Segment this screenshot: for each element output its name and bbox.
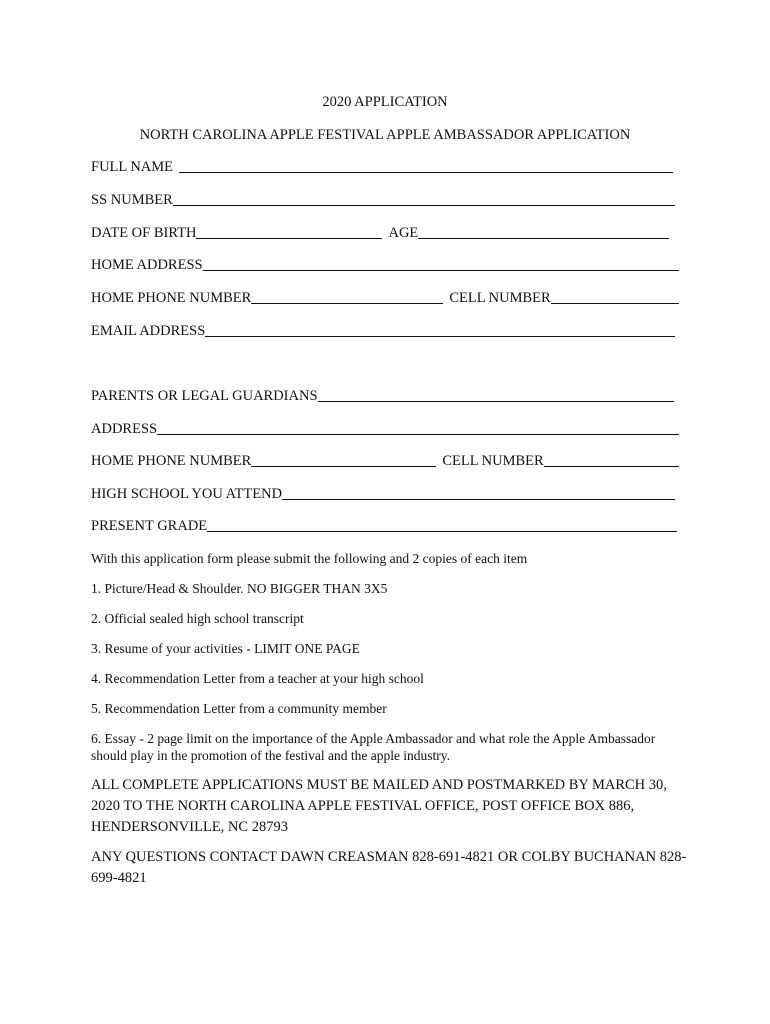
- instructions-intro: With this application form please submit the following and 2 copies of each item: [91, 551, 528, 566]
- contact-note: ANY QUESTIONS CONTACT DAWN CREASMAN 828-691-4821 OR COLBY BUCHANAN 828-699-4821: [91, 849, 687, 886]
- cell-number-field[interactable]: [551, 290, 679, 304]
- guardian-phone-row: [91, 450, 679, 470]
- high-school-label: HIGH SCHOOL YOU ATTEND: [91, 486, 283, 502]
- parents-label: PARENTS OR LEGAL GUARDIANS: [91, 388, 318, 404]
- guardian-address-label: ADDRESS: [91, 421, 158, 437]
- age-label: AGE: [388, 225, 419, 241]
- dob-field[interactable]: [196, 225, 382, 239]
- full-name-field[interactable]: [179, 159, 673, 173]
- year-title: 2020 APPLICATION: [322, 94, 448, 110]
- parents-field[interactable]: [318, 388, 674, 402]
- email-label: EMAIL ADDRESS: [91, 323, 206, 339]
- form-title: NORTH CAROLINA APPLE FESTIVAL APPLE AMBASSADOR APPLICATION: [139, 127, 631, 143]
- home-address-field[interactable]: [203, 257, 679, 271]
- ss-number-field[interactable]: [173, 192, 675, 206]
- parents-row: [91, 385, 679, 405]
- high-school-row: [91, 483, 679, 503]
- guardian-cell-label: CELL NUMBER: [442, 453, 544, 469]
- list-item: 6. Essay - 2 page limit on the importance of the Apple Ambassador and what role the Apple Ambassador should play in the promotion of the festival and the apple industry.: [91, 731, 656, 763]
- guardian-cell-field[interactable]: [544, 453, 679, 467]
- guardian-address-row: [91, 418, 679, 438]
- list-item: 1. Picture/Head & Shoulder. NO BIGGER THAN 3X5: [91, 581, 388, 596]
- guardian-home-phone-label: HOME PHONE NUMBER: [91, 453, 252, 469]
- ss-number-label: SS NUMBER: [91, 192, 173, 208]
- age-field[interactable]: [418, 225, 669, 239]
- present-grade-label: PRESENT GRADE: [91, 518, 208, 534]
- mailing-note: ALL COMPLETE APPLICATIONS MUST BE MAILED AND POSTMARKED BY MARCH 30, 2020 TO THE NORTH CAROLINA APPLE FESTIVAL OFFICE, POST OFFICE BOX 886, HENDERSONVILLE, NC 28793: [91, 777, 667, 835]
- guardian-address-field[interactable]: [157, 421, 679, 435]
- home-phone-label: HOME PHONE NUMBER: [91, 290, 252, 306]
- home-address-row: [91, 254, 679, 274]
- list-item: 4. Recommendation Letter from a teacher at your high school: [91, 671, 424, 686]
- email-field[interactable]: [205, 323, 675, 337]
- home-phone-field[interactable]: [251, 290, 443, 304]
- dob-label: DATE OF BIRTH: [91, 225, 197, 241]
- list-item: 3. Resume of your activities - LIMIT ONE PAGE: [91, 641, 360, 656]
- ss-number-row: [91, 189, 679, 209]
- list-item: 2. Official sealed high school transcript: [91, 611, 304, 626]
- home-phone-row: [91, 287, 679, 307]
- home-address-label: HOME ADDRESS: [91, 257, 203, 273]
- cell-number-label: CELL NUMBER: [449, 290, 551, 306]
- list-item: 5. Recommendation Letter from a community member: [91, 701, 387, 716]
- high-school-field[interactable]: [282, 486, 675, 500]
- full-name-label: FULL NAME: [91, 159, 174, 175]
- present-grade-field[interactable]: [207, 518, 677, 532]
- guardian-home-phone-field[interactable]: [251, 453, 436, 467]
- email-row: [91, 320, 679, 340]
- dob-age-row: [91, 222, 679, 242]
- present-grade-row: [91, 515, 679, 535]
- full-name-row: [91, 156, 679, 176]
